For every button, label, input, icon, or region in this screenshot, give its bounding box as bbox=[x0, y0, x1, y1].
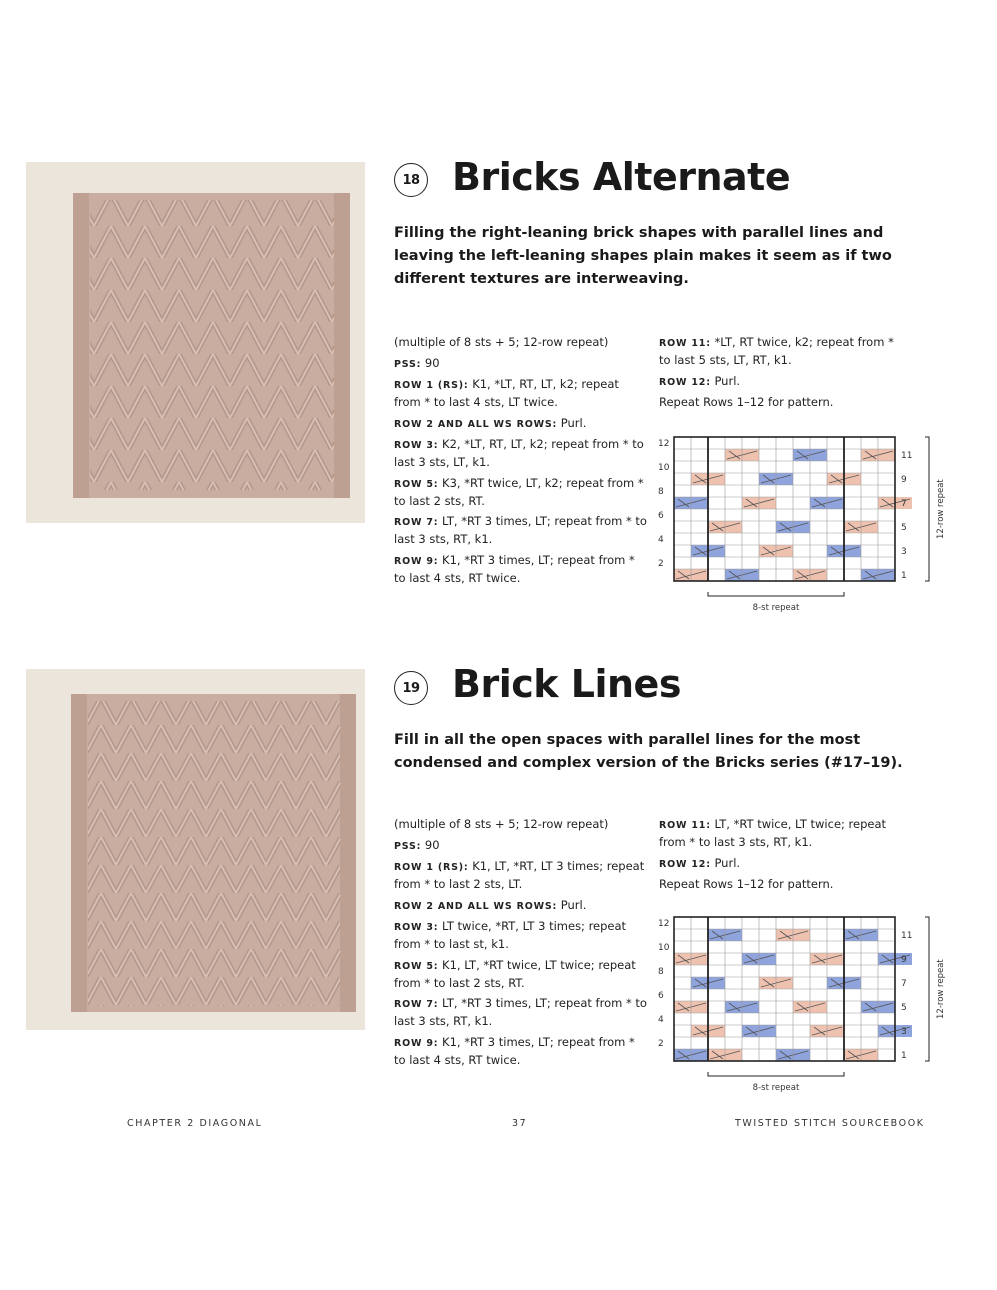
row-repeat-label: 12-row repeat bbox=[936, 959, 946, 1019]
row-number-label: 7 bbox=[901, 499, 907, 509]
row-2-ws-instruction: ROW 2 AND ALL WS ROWS: Purl. bbox=[394, 897, 587, 912]
stitch-repeat-label: 8-st repeat bbox=[752, 603, 800, 613]
row-9-instruction: ROW 9: K1, *RT 3 times, LT; repeat from * to last 4 sts, RT twice. bbox=[394, 1034, 635, 1067]
row-repeat-bracket bbox=[925, 917, 929, 1061]
row-number-label: 1 bbox=[901, 1051, 907, 1061]
row-number-label: 6 bbox=[658, 511, 664, 521]
row-11-instruction: ROW 11: *LT, RT twice, k2; repeat from * to last 5 sts, LT, RT, k1. bbox=[659, 335, 894, 367]
row-12-instruction: ROW 12: Purl. bbox=[659, 373, 741, 388]
pattern-number-badge: 19 bbox=[394, 671, 428, 705]
row-number-label: 9 bbox=[901, 955, 907, 965]
pss-line: PSS: 90 bbox=[394, 355, 440, 370]
pattern-number-badge: 18 bbox=[394, 163, 428, 197]
footer-page-number: 37 bbox=[512, 1118, 528, 1129]
stitch-repeat-bracket bbox=[708, 1072, 844, 1076]
repeat-note: Repeat Rows 1–12 for pattern. bbox=[659, 877, 834, 891]
footer-book-title: TWISTED STITCH SOURCEBOOK bbox=[735, 1118, 925, 1129]
row-number-label: 11 bbox=[901, 451, 913, 461]
pattern-19-chart bbox=[654, 913, 974, 1113]
stitch-chart-svg bbox=[654, 913, 974, 1103]
row-repeat-label: 12-row repeat bbox=[936, 479, 946, 539]
instructions-left-column bbox=[394, 816, 649, 1072]
row-5-instruction: ROW 5: K3, *RT twice, LT, k2; repeat from * to last 2 sts, RT. bbox=[394, 475, 644, 508]
row-1-instruction: ROW 1 (RS): K1, *LT, RT, LT, k2; repeat from * to last 4 sts, LT twice. bbox=[394, 377, 619, 409]
pattern-19-swatch-photo bbox=[26, 669, 365, 1030]
row-number-label: 1 bbox=[901, 571, 907, 581]
row-12-instruction: ROW 12: Purl. bbox=[659, 855, 741, 870]
row-number-label: 4 bbox=[658, 535, 664, 545]
footer-chapter: CHAPTER 2 DIAGONAL bbox=[127, 1118, 263, 1129]
row-2-ws-instruction: ROW 2 AND ALL WS ROWS: Purl. bbox=[394, 415, 587, 430]
row-7-instruction: ROW 7: LT, *RT 3 times, LT; repeat from * to last 3 sts, RT, k1. bbox=[394, 996, 647, 1028]
row-number-label: 2 bbox=[658, 1039, 664, 1049]
knit-swatch-image bbox=[26, 669, 365, 1030]
pattern-title: Brick Lines bbox=[452, 662, 681, 706]
row-number-label: 10 bbox=[658, 943, 670, 953]
pattern-title: Bricks Alternate bbox=[452, 155, 791, 199]
row-number-label: 4 bbox=[658, 1015, 664, 1025]
row-number-label: 3 bbox=[901, 547, 907, 557]
row-number-label: 5 bbox=[901, 523, 907, 533]
stitch-repeat-bracket bbox=[708, 592, 844, 596]
pattern-intro: Fill in all the open spaces with parallel lines for the most condensed and complex version of the Bricks series (#17–19). bbox=[394, 732, 903, 771]
row-number-label: 8 bbox=[658, 487, 664, 497]
row-number-label: 8 bbox=[658, 967, 664, 977]
row-number-label: 2 bbox=[658, 559, 664, 569]
stitch-repeat-label: 8-st repeat bbox=[752, 1083, 800, 1093]
pattern-intro: Filling the right-leaning brick shapes with parallel lines and leaving the left-leaning shapes plain makes it seem as if two different textures are interweaving. bbox=[394, 225, 892, 287]
row-1-instruction: ROW 1 (RS): K1, LT, *RT, LT 3 times; repeat from * to last 2 sts, LT. bbox=[394, 859, 645, 891]
multiple-note: (multiple of 8 sts + 5; 12-row repeat) bbox=[394, 335, 609, 349]
row-number-label: 12 bbox=[658, 439, 670, 449]
row-number-label: 11 bbox=[901, 931, 913, 941]
row-number-label: 12 bbox=[658, 919, 670, 929]
row-number-label: 7 bbox=[901, 979, 907, 989]
row-5-instruction: ROW 5: K1, LT, *RT twice, LT twice; repeat from * to last 2 sts, RT. bbox=[394, 957, 636, 990]
row-number-label: 5 bbox=[901, 1003, 907, 1013]
row-number-label: 10 bbox=[658, 463, 670, 473]
repeat-note: Repeat Rows 1–12 for pattern. bbox=[659, 395, 834, 409]
row-number-label: 3 bbox=[901, 1027, 907, 1037]
row-number-label: 9 bbox=[901, 475, 907, 485]
row-7-instruction: ROW 7: LT, *RT 3 times, LT; repeat from * to last 3 sts, RT, k1. bbox=[394, 514, 647, 546]
pss-line: PSS: 90 bbox=[394, 837, 440, 852]
instructions-right-column bbox=[659, 816, 909, 897]
row-9-instruction: ROW 9: K1, *RT 3 times, LT; repeat from * to last 4 sts, RT twice. bbox=[394, 552, 635, 585]
row-11-instruction: ROW 11: LT, *RT twice, LT twice; repeat from * to last 3 sts, RT, k1. bbox=[659, 817, 887, 849]
row-number-label: 6 bbox=[658, 991, 664, 1001]
multiple-note: (multiple of 8 sts + 5; 12-row repeat) bbox=[394, 817, 609, 831]
row-3-instruction: ROW 3: LT twice, *RT, LT 3 times; repeat from * to last st, k1. bbox=[394, 919, 627, 951]
row-3-instruction: ROW 3: K2, *LT, RT, LT, k2; repeat from * to last 3 sts, LT, k1. bbox=[394, 437, 644, 469]
